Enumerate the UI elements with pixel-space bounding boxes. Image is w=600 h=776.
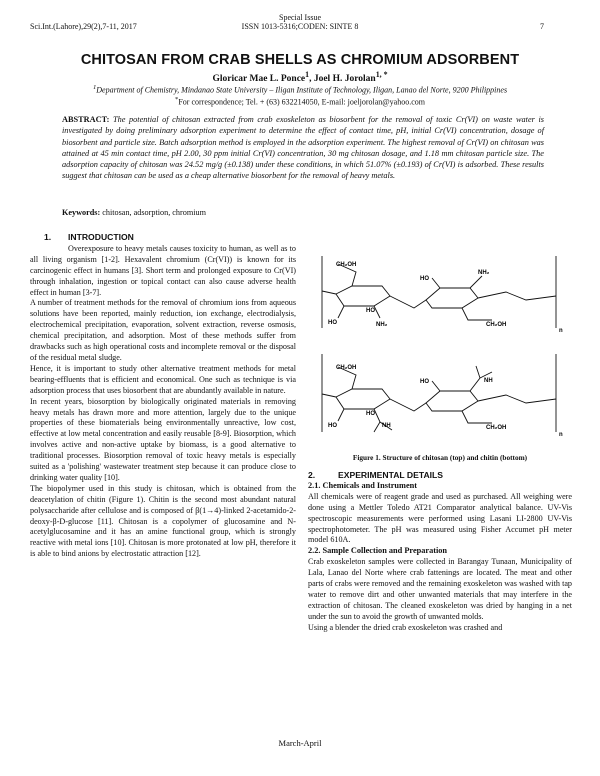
bond (462, 411, 492, 423)
chem-label: NH (484, 378, 493, 384)
affiliation-text: Department of Chemistry, Mindanao State University – Iligan Institute of Technology, Iligan, Lanao del Norte, 9200 Philippines (96, 85, 508, 95)
chem-label: HO (366, 411, 375, 417)
keywords (62, 208, 206, 217)
chem-label: HO (420, 276, 429, 282)
experimental-heading-text: EXPERIMENTAL DETAILS (338, 470, 444, 480)
chem-label: HO (420, 379, 429, 385)
author-1-sup: 1 (305, 70, 310, 79)
chem-label: HO (366, 308, 375, 314)
bond (432, 381, 440, 391)
chem-label: NH (382, 423, 391, 429)
correspondence-sup: * (175, 96, 179, 103)
intro-heading (30, 232, 296, 243)
bond (322, 394, 336, 397)
author-2: Joel H. Jorolan (313, 74, 376, 85)
bond (478, 395, 556, 403)
ring-3 (336, 389, 390, 409)
bond (338, 409, 344, 421)
glycosidic-bond (390, 296, 426, 308)
bond (478, 292, 556, 300)
intro-paragraph-4: In recent years, biosorption by biologically originated materials in removing heavy metals has drawn more and more attention, largely due to the unique properties of these biomaterials being environmentally unreactive, low cost, effective at low metal concentration and easily reusable [8-9]. Biosorption, which involves active and non-active uptake by biomass, is a good alternative to traditional processes. Biosorption removal of toxic heavy metals is especially suited as a 'polishing' wastewater treatment step because it can produce close to drinking water quality [10]. (30, 396, 296, 482)
section-2-2-text-continued: Using a blender the dried crab exoskeleton was crashed and (308, 622, 503, 632)
header-issn: ISSN 1013-5316;CODEN: SINTE 8 (241, 22, 359, 31)
affiliation (40, 84, 560, 95)
affiliation-sup: 1 (92, 84, 97, 91)
glycosidic-bond (390, 399, 426, 411)
author-1: Gloricar Mae L. Ponce (212, 74, 306, 85)
chem-label: NH₂ (376, 322, 388, 328)
intro-heading-text: INTRODUCTION (68, 232, 134, 242)
chem-label: CH₂OH (336, 365, 357, 371)
chem-label: HO (328, 320, 337, 326)
figure-chitosan-chitin-structure (308, 236, 572, 448)
intro-paragraph-3: Hence, it is important to study other alternative treatment methods for metal bearing-effluents that is efficient and economical. One such as technique is via adsorption process that uses biosorbent that are abundantly available in nature. (30, 363, 296, 395)
author-sep: , (309, 74, 314, 85)
intro-paragraph-2: A number of treatment methods for the removal of chromium ions from aqueous solutions have been reported, mainly reduction, ion exchange, electrodialysis, electrochemical precipitation, evaporation, solvent extraction, reverse osmosis, chemical precipitation, and adsorption. Most of these methods suffer from drawbacks such as high operational costs and incomplete removal or the disposal of the residual metal sludge. (30, 298, 296, 362)
header-issue: Special Issue (279, 13, 321, 22)
chem-label: CH₂OH (486, 425, 507, 431)
intro-paragraph-1: Overexposure to heavy metals causes toxicity to human, as well as to all living organism [1-2]. Hexavalent chromium (Cr(VI)) is known for its carcinogenic effect in humans [3]. Short term and prolonged exposure to Cr(VI) through inhalation, ingestion or topical contact can also cause adverse health effect in human [3-7]. (30, 243, 296, 297)
chem-label: CH₂OH (336, 262, 357, 268)
header-page-number: 7 (540, 22, 544, 31)
footer: March-April (278, 738, 322, 748)
right-column (308, 470, 572, 634)
keywords-text: chitosan, adsorption, chromium (100, 208, 206, 217)
chem-label: NH₂ (478, 270, 490, 276)
paper-title: CHITOSAN FROM CRAB SHELLS AS CHROMIUM ADSORBENT (80, 52, 520, 68)
keywords-label: Keywords: (62, 208, 101, 217)
chitosan-structure (322, 256, 556, 328)
figure-caption: Figure 1. Structure of chitosan (top) and chitin (bottom) (352, 453, 528, 462)
header-citation: Sci.Int.(Lahore),29(2),7-11, 2017 (30, 22, 137, 31)
section-2-1-heading: 2.1. Chemicals and Instrument (308, 480, 418, 490)
section-2-2-heading: 2.2. Sample Collection and Preparation (308, 546, 448, 556)
chem-label: HO (328, 423, 337, 429)
section-2-1-text: All chemicals were of reagent grade and used as purchased. All weighing were done using a Mettler Toledo AT21 Comparator analytical balance. UV-Vis spectroscopic measurements were performed using Lasani LI-2800 UV-Vis spectrophotometer. The pH was measured using Fisher Accumet pH meter model 610A. (308, 491, 572, 545)
abstract-label: ABSTRACT: (62, 115, 110, 124)
ring-2 (426, 288, 478, 308)
authors (0, 70, 600, 84)
correspondence (40, 96, 560, 107)
abstract (62, 114, 544, 182)
bond (432, 278, 440, 288)
correspondence-text: For correspondence; Tel. + (63) 632214050, E-mail: joeljorolan@yahoo.com (178, 97, 425, 107)
author-2-sup: 1, * (375, 70, 388, 79)
chem-label: n (559, 432, 563, 438)
bond (338, 306, 344, 318)
bond (322, 291, 336, 294)
chem-label: CH₂OH (486, 322, 507, 328)
chem-label: n (559, 328, 563, 334)
section-2-2-text: Crab exoskeleton samples were collected in Barangay Tunaan, Municipality of Lala, Lanao del Norte where crab fattenings are located. The meat and other parts of crabs were removed and the remaining exoskeleton was washed with tap water to remove dirt and other unwanted materials that may interfere in the extraction of chitosan. The cleaned exoskeleton was dried by hanging in a net under the sun to avoid the growth of unwanted molds. (308, 557, 572, 621)
intro-paragraph-5: The biopolymer used in this study is chitosan, which is obtained from the deacetylation of chitin (Figure 1). Chitin is the second most abundant natural polysaccharide after cellulose and is composed of β(1→4)-linked 2-acetamido-2-deoxy-β-D-glucose [11]. Chitosan is a copolymer of glucosamine and N-acetylglucosamine and it has an amine functional group, which is strongly reactive with metal ions [10]. Chitosan is more protonated at low pH, therefore it is able to bind anions by electrostatic attraction [12]. (30, 483, 296, 559)
bond (470, 276, 482, 288)
experimental-heading (308, 470, 572, 481)
bond (462, 308, 492, 320)
ring-1 (336, 286, 390, 306)
ring-4 (426, 391, 478, 411)
intro-number: 1. (44, 232, 52, 242)
experimental-number: 2. (308, 470, 316, 480)
abstract-text: The potential of chitosan extracted from crab exoskeleton as biosorbent for the removal of toxic Cr(VI) on waste water is investigated by doing preliminary adsorption experiment to determine the effect of contact time, pH, initial Cr(VI) concentration, dosage of biosorbent and particle size. Batch adsorption method is employed in the adsorption experiment. The highest removal of Cr(VI) on chitosan was attained at 45 min contact time, pH 2.00, 30 ppm initial Cr(VI) concentration, 30 mg chitosan dosage, and 1.18 mm chitosan particle size. The adsorption capacity of chitosan was 24.52 mg/g (±0.138) under these conditions, in which 51.07% (±0.193) of Cr(VI) is adsorbed. These results suggest that chitosan can be used as a cheap alternative biosorbent for the removal of heavy metals. (62, 115, 544, 181)
chitin-structure (322, 354, 556, 432)
left-column (30, 232, 296, 560)
